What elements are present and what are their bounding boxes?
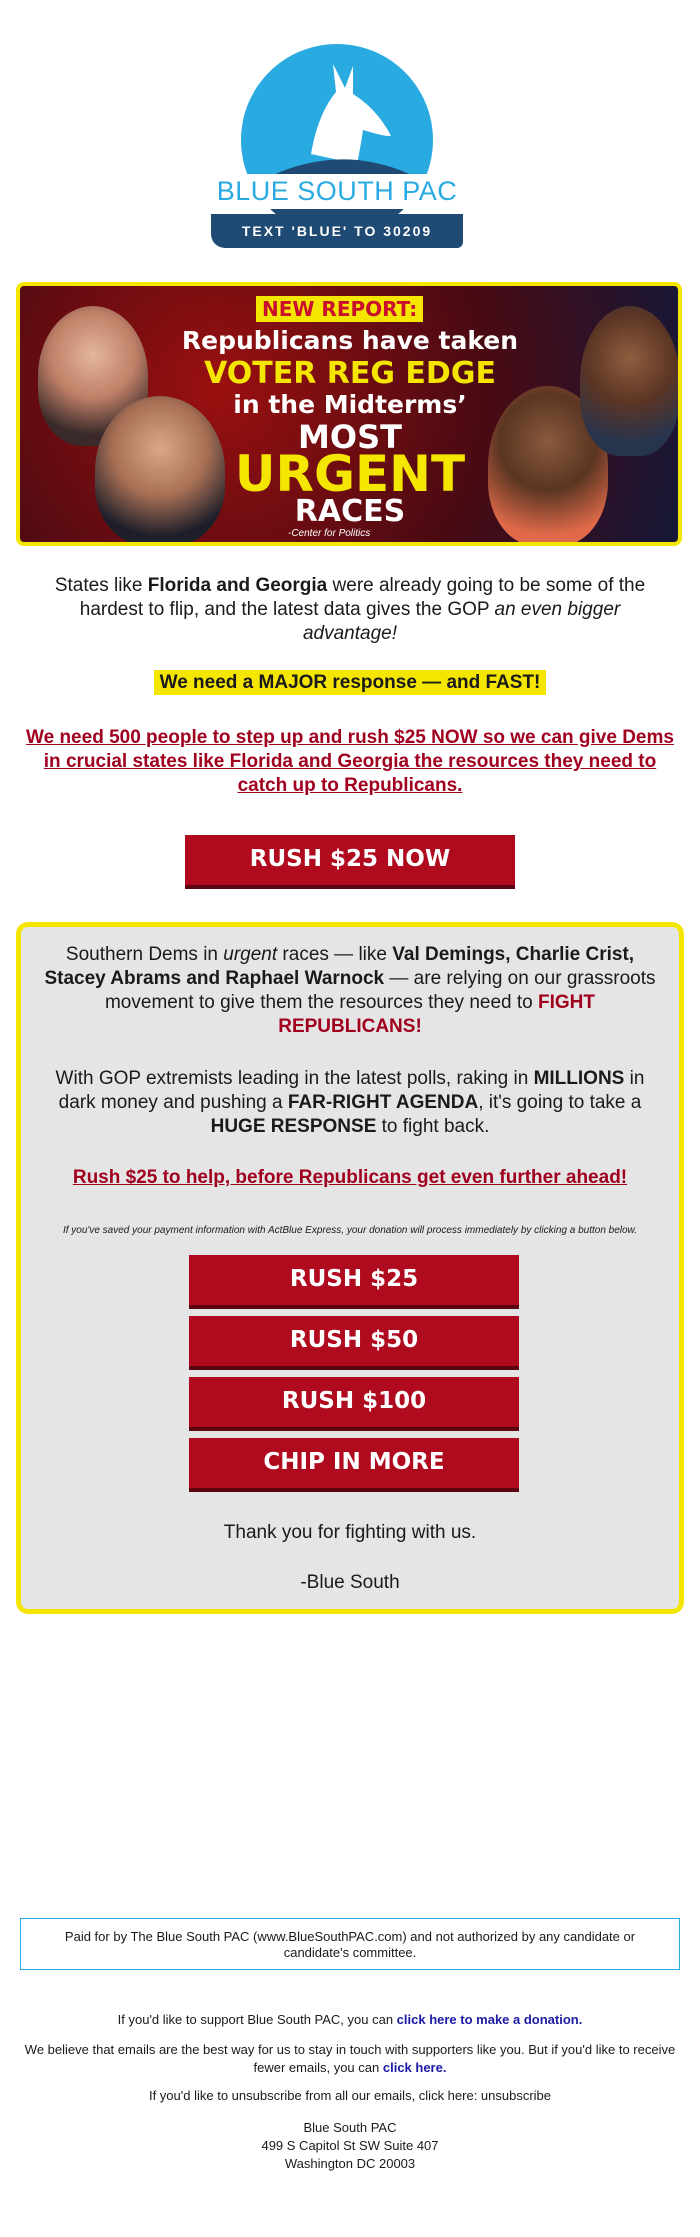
chip-in-more-button[interactable]: CHIP IN MORE (189, 1438, 519, 1488)
address-line-3: Washington DC 20003 (284, 2156, 416, 2171)
thanks-text: Thank you for fighting with us. (223, 1522, 477, 1543)
callout-highlight (140, 672, 560, 694)
support-line (20, 2011, 680, 2029)
box-paragraph-1 (41, 943, 659, 1039)
logo-wordmark: BLUE SOUTH PAC (205, 174, 469, 209)
address-line-2: 499 S Capitol St SW Suite 407 (261, 2138, 439, 2153)
banner-tag: NEW REPORT: (256, 296, 423, 322)
box-p2-text-1: With GOP extremists leading in the latest polls, raking in (55, 1068, 534, 1089)
box-p1-italic: urgent (223, 944, 278, 965)
intro-text-2: were already going to be some of the hardest to flip, and the latest data gives the GOP (79, 575, 646, 620)
box-p2-text-4: to fight back. (376, 1116, 490, 1137)
mailing-address (20, 2119, 680, 2173)
blue-south-logo[interactable] (205, 44, 495, 254)
rush-100-button[interactable]: RUSH $100 (189, 1377, 519, 1427)
report-banner[interactable] (16, 282, 682, 546)
banner-line-6: RACES (294, 494, 406, 529)
emails-line (20, 2041, 680, 2077)
paid-for-disclaimer: Paid for by The Blue South PAC (www.BlueSouthPAC.com) and not authorized by any candidate or candidate's committee. (20, 1918, 680, 1970)
rush-50-button[interactable]: RUSH $50 (189, 1316, 519, 1366)
intro-paragraph (40, 574, 660, 646)
callout-text: We need a MAJOR response — and FAST! (154, 670, 547, 695)
intro-bold-1: Florida and Georgia (147, 575, 328, 596)
box-paragraph-2 (41, 1067, 659, 1139)
box-p1-text-1: Southern Dems in (65, 944, 224, 965)
box-p1-text-3: — are relying on our grassroots movement to give them the resources they need to (104, 968, 656, 1013)
box-p2-text-2: in dark money and pushing a (58, 1068, 645, 1113)
banner-line-5: URGENT (234, 445, 466, 503)
address-line-1: Blue South PAC (303, 2120, 397, 2135)
box-p2-text-3: , it's going to take a (478, 1092, 642, 1113)
banner-line-2: VOTER REG EDGE (204, 356, 496, 391)
fewer-emails-link[interactable]: click here. (382, 2060, 447, 2075)
support-text: If you'd like to support Blue South PAC, you can (117, 2012, 397, 2027)
rush-25-button[interactable]: RUSH $25 (189, 1255, 519, 1305)
banner-line-4: MOST (298, 418, 402, 456)
logo-tagline (211, 214, 463, 248)
unsubscribe-line[interactable]: If you'd like to unsubscribe from all our emails, click here: unsubscribe (148, 2088, 552, 2103)
banner-portrait-4 (580, 306, 680, 456)
banner-line-3: in the Midterms’ (233, 390, 467, 419)
logo-tagline-text: TEXT 'BLUE' TO 30209 (241, 223, 433, 239)
banner-citation: -Center for Politics (288, 528, 371, 539)
rush-25-now-button[interactable]: RUSH $25 NOW (185, 835, 515, 885)
intro-italic-1: an even bigger advantage! (302, 599, 621, 644)
box-p2-bold-1: MILLIONS (533, 1068, 625, 1089)
rush-help-link[interactable]: Rush $25 to help, before Republicans get even further ahead! (72, 1167, 628, 1188)
actblue-note: If you've saved your payment information with ActBlue Express, your donation will process immediately by clicking a button below. (62, 1225, 638, 1236)
box-p1-candidates: Val Demings, Charlie Crist, Stacey Abrams and Raphael Warnock (44, 944, 635, 989)
box-p2-bold-2: FAR-RIGHT AGENDA (287, 1092, 479, 1113)
banner-graphic (20, 286, 678, 542)
ask-link[interactable]: We need 500 people to step up and rush $25 NOW so we can give Dems in crucial states like Florida and Georgia the resources they need to catch up to Republicans. (26, 727, 674, 796)
emails-text: We believe that emails are the best way for us to stay in touch with supporters like you. But if you'd like to receive fewer emails, you can (24, 2042, 676, 2075)
intro-text-1: States like (54, 575, 148, 596)
box-p1-fight: FIGHT REPUBLICANS! (278, 992, 595, 1037)
banner-line-1: Republicans have taken (181, 326, 519, 355)
box-p2-bold-3: HUGE RESPONSE (210, 1116, 377, 1137)
donation-link[interactable]: click here to make a donation. (396, 2012, 583, 2027)
box-p1-text-2: races — like (277, 944, 393, 965)
signature: -Blue South (300, 1572, 400, 1593)
donation-box (16, 922, 684, 1614)
